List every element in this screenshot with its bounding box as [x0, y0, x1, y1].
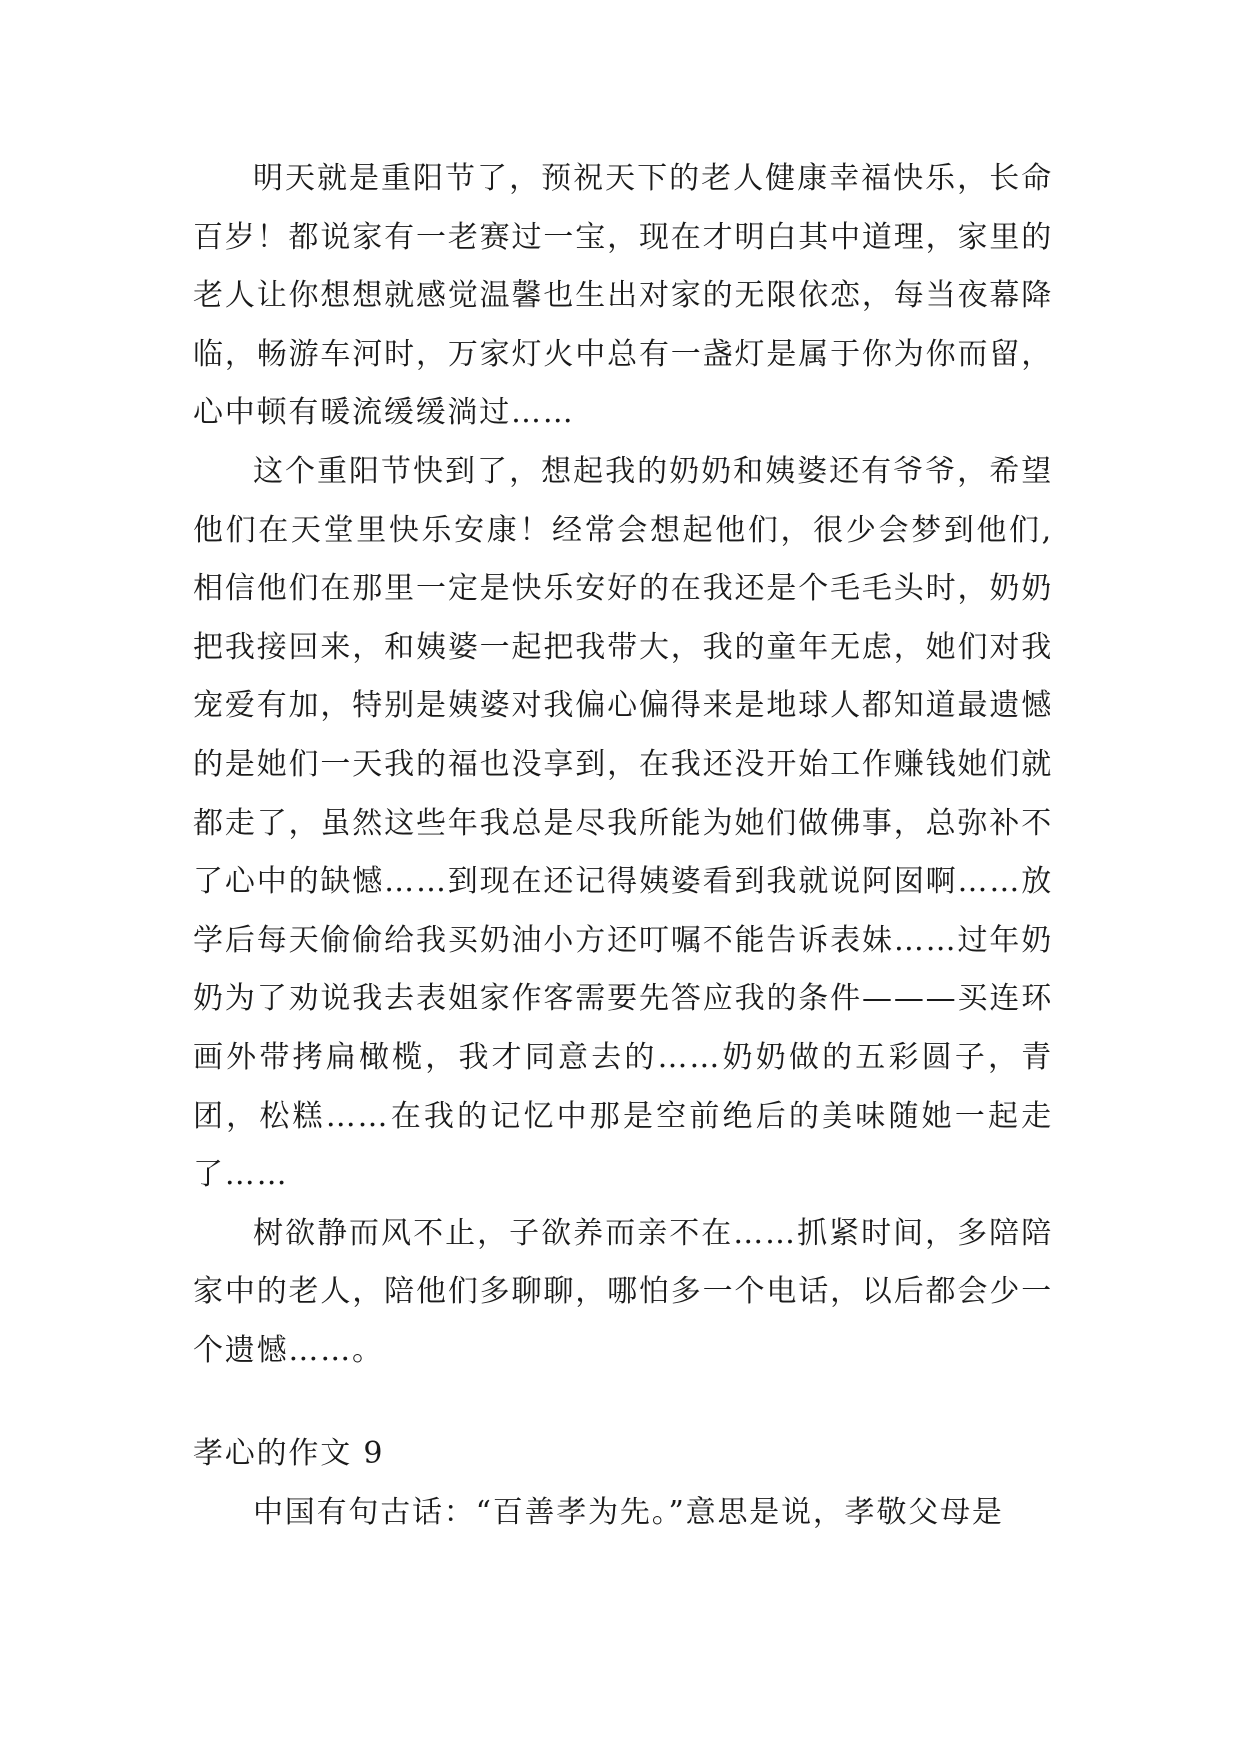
section-title: 孝心的作文 9 — [193, 1436, 385, 1472]
section-paragraph: 中国有句古话：“百善孝为先。”意思是说，孝敬父母是 — [253, 1495, 1004, 1531]
document-page — [193, 150, 1053, 1543]
paragraph-1: 明天就是重阳节了，预祝天下的老人健康幸福快乐，长命百岁！都说家有一老赛过一宝，现在才明白其中道理，家里的老人让你想想就感觉温馨也生出对家的无限依恋，每当夜幕降临，畅游车河时，万家灯火中总有一盏灯是属于你为你而留，心中顿有暖流缓缓淌过…… — [193, 161, 1053, 431]
paragraph-2: 这个重阳节快到了，想起我的奶奶和姨婆还有爷爷，希望他们在天堂里快乐安康！经常会想起他们，很少会梦到他们,相信他们在那里一定是快乐安好的在我还是个毛毛头时，奶奶把我接回来，和姨婆一起把我带大，我的童年无虑，她们对我宠爱有加，特别是姨婆对我偏心偏得来是地球人都知道最遗憾的是她们一天我的福也没享到，在我还没开始工作赚钱她们就都走了，虽然这些年我总是尽我所能为她们做佛事，总弥补不了心中的缺憾……到现在还记得姨婆看到我就说阿囡啊……放学后每天偷偷给我买奶油小方还叮嘱不能告诉表妹……过年奶奶为了劝说我去表姐家作客需要先答应我的条件———买连环画外带拷扁橄榄，我才同意去的……奶奶做的五彩圆子，青团，松糕……在我的记忆中那是空前绝后的美味随她一起走了…… — [193, 453, 1053, 1193]
paragraph-3: 树欲静而风不止，子欲养而亲不在……抓紧时间，多陪陪家中的老人，陪他们多聊聊，哪怕多一个电话，以后都会少一个遗憾……。 — [193, 1215, 1053, 1368]
